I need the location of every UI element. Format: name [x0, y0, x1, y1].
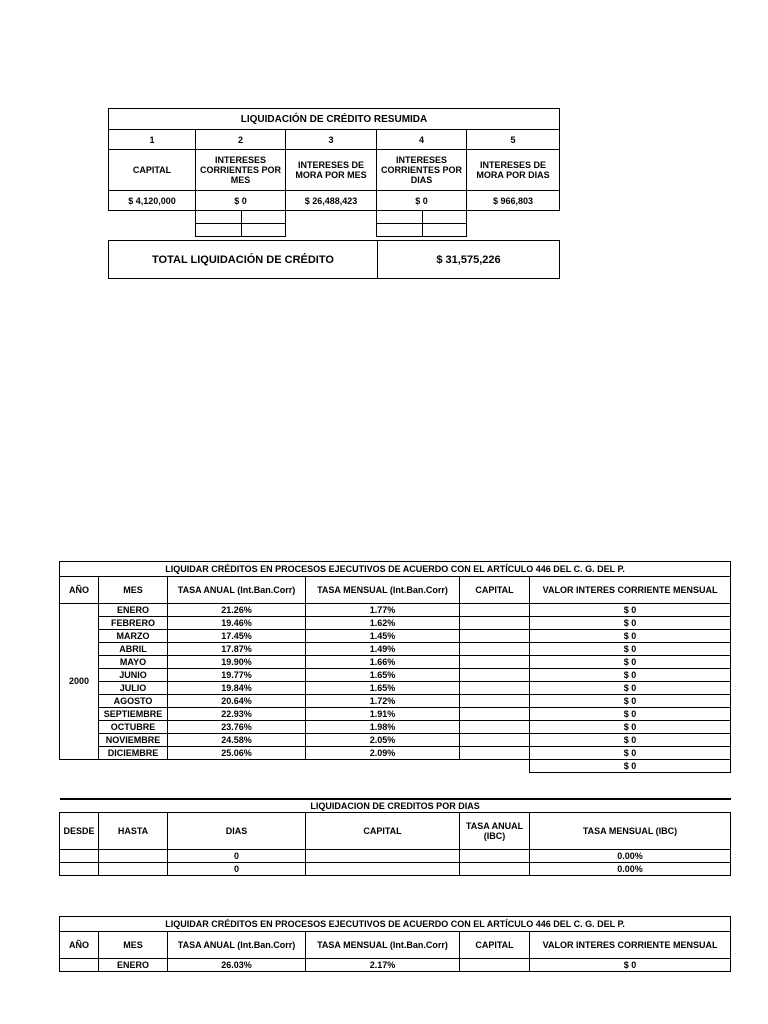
col-header-intereses-corrientes-dias: INTERESES CORRIENTES POR DIAS	[377, 150, 467, 191]
mes-cell: AGOSTO	[99, 695, 168, 708]
tasa-mensual-cell: 2.05%	[306, 734, 460, 747]
tasa-mensual-cell: 1.45%	[306, 630, 460, 643]
rates-table-2000	[59, 561, 731, 773]
capital-cell	[460, 669, 530, 682]
col-number: 2	[196, 130, 286, 150]
col-number: 3	[286, 130, 377, 150]
summary-title: LIQUIDACIÓN DE CRÉDITO RESUMIDA	[109, 109, 560, 130]
valor-interes-cell: $ 0	[530, 734, 731, 747]
table-row	[60, 734, 731, 747]
value-intereses-corrientes-mes: $ 0	[196, 191, 286, 211]
empty-cell	[377, 211, 423, 224]
capital-cell	[306, 863, 460, 876]
col-header-tasa-mensual: TASA MENSUAL (Int.Ban.Corr)	[306, 932, 460, 959]
tasa-anual-cell: 19.90%	[168, 656, 306, 669]
mes-cell: NOVIEMBRE	[99, 734, 168, 747]
mes-cell: OCTUBRE	[99, 721, 168, 734]
dias-cell: 0	[168, 863, 306, 876]
col-header-mes: MES	[99, 932, 168, 959]
mes-cell: JUNIO	[99, 669, 168, 682]
days-title: LIQUIDACION DE CREDITOS POR DIAS	[60, 799, 731, 813]
mes-cell: SEPTIEMBRE	[99, 708, 168, 721]
valor-interes-cell: $ 0	[530, 669, 731, 682]
value-intereses-mora-mes: $ 26,488,423	[286, 191, 377, 211]
col-header-capital: CAPITAL	[306, 813, 460, 850]
tasa-anual-cell: 22.93%	[168, 708, 306, 721]
tasa-mensual-cell: 1.72%	[306, 695, 460, 708]
year-cell: 2000	[60, 604, 99, 760]
total-table	[108, 240, 560, 279]
col-header-capital: CAPITAL	[460, 577, 530, 604]
rates-title: LIQUIDAR CRÉDITOS EN PROCESOS EJECUTIVOS DE ACUERDO CON EL ARTÍCULO 446 DEL C. G. DEL P.	[60, 562, 731, 577]
tasa-anual-cell: 25.06%	[168, 747, 306, 760]
tasa-anual-cell: 17.87%	[168, 643, 306, 656]
empty-cell	[377, 224, 423, 237]
capital-cell	[306, 850, 460, 863]
table-row	[60, 708, 731, 721]
valor-interes-cell: $ 0	[530, 747, 731, 760]
col-header-tasa-anual: TASA ANUAL (Int.Ban.Corr)	[168, 577, 306, 604]
col-header-ano: AÑO	[60, 577, 99, 604]
hasta-cell	[99, 850, 168, 863]
tasa-mensual-cell: 1.62%	[306, 617, 460, 630]
year-cell	[60, 959, 99, 972]
tasa-mensual-cell: 1.65%	[306, 669, 460, 682]
empty-cell	[109, 211, 196, 224]
col-header-valor-interes: VALOR INTERES CORRIENTE MENSUAL	[530, 577, 731, 604]
table-row	[60, 656, 731, 669]
table-row	[60, 959, 731, 972]
tasa-mensual-cell: 2.17%	[306, 959, 460, 972]
tasa-anual-cell: 19.84%	[168, 682, 306, 695]
table-row	[60, 682, 731, 695]
tasa-anual-cell: 20.64%	[168, 695, 306, 708]
rates-table-next	[59, 916, 731, 972]
mes-cell: ABRIL	[99, 643, 168, 656]
capital-cell	[460, 643, 530, 656]
empty-cell	[423, 211, 467, 224]
valor-interes-cell: $ 0	[530, 721, 731, 734]
valor-interes-cell: $ 0	[530, 643, 731, 656]
col-number: 4	[377, 130, 467, 150]
tasa-anual-cell	[460, 863, 530, 876]
capital-cell	[460, 682, 530, 695]
empty-cell	[196, 211, 242, 224]
col-header-tasa-mensual: TASA MENSUAL (Int.Ban.Corr)	[306, 577, 460, 604]
col-header-capital: CAPITAL	[460, 932, 530, 959]
col-header-intereses-corrientes-mes: INTERESES CORRIENTES POR MES	[196, 150, 286, 191]
tasa-anual-cell: 24.58%	[168, 734, 306, 747]
col-header-valor-interes: VALOR INTERES CORRIENTE MENSUAL	[530, 932, 731, 959]
capital-cell	[460, 604, 530, 617]
mes-cell: JULIO	[99, 682, 168, 695]
capital-cell	[460, 630, 530, 643]
table-row	[60, 617, 731, 630]
mes-cell: MAYO	[99, 656, 168, 669]
total-row	[60, 760, 731, 773]
table-row	[60, 695, 731, 708]
tasa-anual-cell	[460, 850, 530, 863]
col-header-intereses-mora-dias: INTERESES DE MORA POR DIAS	[467, 150, 560, 191]
empty-cell	[242, 211, 286, 224]
capital-cell	[460, 959, 530, 972]
table-row	[60, 604, 731, 617]
rates-title: LIQUIDAR CRÉDITOS EN PROCESOS EJECUTIVOS DE ACUERDO CON EL ARTÍCULO 446 DEL C. G. DEL P.	[60, 917, 731, 932]
tasa-mensual-cell: 1.91%	[306, 708, 460, 721]
tasa-anual-cell: 21.26%	[168, 604, 306, 617]
valor-interes-cell: $ 0	[530, 656, 731, 669]
col-header-desde: DESDE	[60, 813, 99, 850]
col-header-dias: DIAS	[168, 813, 306, 850]
capital-cell	[460, 656, 530, 669]
valor-interes-cell: $ 0	[530, 708, 731, 721]
hasta-cell	[99, 863, 168, 876]
desde-cell	[60, 850, 99, 863]
valor-interes-cell: $ 0	[530, 630, 731, 643]
col-header-capital: CAPITAL	[109, 150, 196, 191]
total-interes-cell: $ 0	[530, 760, 731, 773]
table-row	[60, 643, 731, 656]
table-row	[60, 669, 731, 682]
mes-cell: DICIEMBRE	[99, 747, 168, 760]
tasa-mensual-cell: 1.77%	[306, 604, 460, 617]
tasa-mensual-cell: 1.65%	[306, 682, 460, 695]
col-header-mes: MES	[99, 577, 168, 604]
tasa-anual-cell: 19.46%	[168, 617, 306, 630]
tasa-mensual-cell: 1.98%	[306, 721, 460, 734]
valor-interes-cell: $ 0	[530, 959, 731, 972]
mes-cell: FEBRERO	[99, 617, 168, 630]
tasa-mensual-cell: 2.09%	[306, 747, 460, 760]
desde-cell	[60, 863, 99, 876]
col-header-tasa-anual: TASA ANUAL (Int.Ban.Corr)	[168, 932, 306, 959]
value-intereses-mora-dias: $ 966,803	[467, 191, 560, 211]
table-row	[60, 850, 731, 863]
tasa-anual-cell: 26.03%	[168, 959, 306, 972]
col-header-tasa-mensual: TASA MENSUAL (IBC)	[530, 813, 731, 850]
col-header-hasta: HASTA	[99, 813, 168, 850]
tasa-anual-cell: 19.77%	[168, 669, 306, 682]
col-header-ano: AÑO	[60, 932, 99, 959]
col-header-tasa-anual: TASA ANUAL (IBC)	[460, 813, 530, 850]
empty-cell	[60, 760, 530, 773]
tasa-anual-cell: 23.76%	[168, 721, 306, 734]
table-row	[60, 863, 731, 876]
summary-table	[108, 108, 560, 237]
col-header-intereses-mora-mes: INTERESES DE MORA POR MES	[286, 150, 377, 191]
empty-cell	[423, 224, 467, 237]
empty-cell	[196, 224, 242, 237]
valor-interes-cell: $ 0	[530, 617, 731, 630]
valor-interes-cell: $ 0	[530, 682, 731, 695]
capital-cell	[460, 747, 530, 760]
dias-cell: 0	[168, 850, 306, 863]
tasa-mensual-cell: 0.00%	[530, 863, 731, 876]
days-table	[59, 798, 731, 876]
tasa-mensual-cell: 1.66%	[306, 656, 460, 669]
capital-cell	[460, 695, 530, 708]
table-row	[60, 721, 731, 734]
capital-cell	[460, 708, 530, 721]
table-row	[60, 630, 731, 643]
capital-cell	[460, 734, 530, 747]
empty-cell	[109, 224, 196, 237]
mes-cell: ENERO	[99, 604, 168, 617]
col-number: 1	[109, 130, 196, 150]
value-capital: $ 4,120,000	[109, 191, 196, 211]
empty-cell	[242, 224, 286, 237]
total-label: TOTAL LIQUIDACIÓN DE CRÉDITO	[109, 241, 378, 279]
valor-interes-cell: $ 0	[530, 695, 731, 708]
mes-cell: MARZO	[99, 630, 168, 643]
valor-interes-cell: $ 0	[530, 604, 731, 617]
mes-cell: ENERO	[99, 959, 168, 972]
table-row	[60, 747, 731, 760]
empty-cell	[467, 224, 560, 237]
col-number: 5	[467, 130, 560, 150]
capital-cell	[460, 721, 530, 734]
tasa-anual-cell: 17.45%	[168, 630, 306, 643]
tasa-mensual-cell: 1.49%	[306, 643, 460, 656]
value-intereses-corrientes-dias: $ 0	[377, 191, 467, 211]
capital-cell	[460, 617, 530, 630]
tasa-mensual-cell: 0.00%	[530, 850, 731, 863]
total-value: $ 31,575,226	[378, 241, 560, 279]
empty-cell	[467, 211, 560, 224]
empty-cell	[286, 211, 377, 237]
